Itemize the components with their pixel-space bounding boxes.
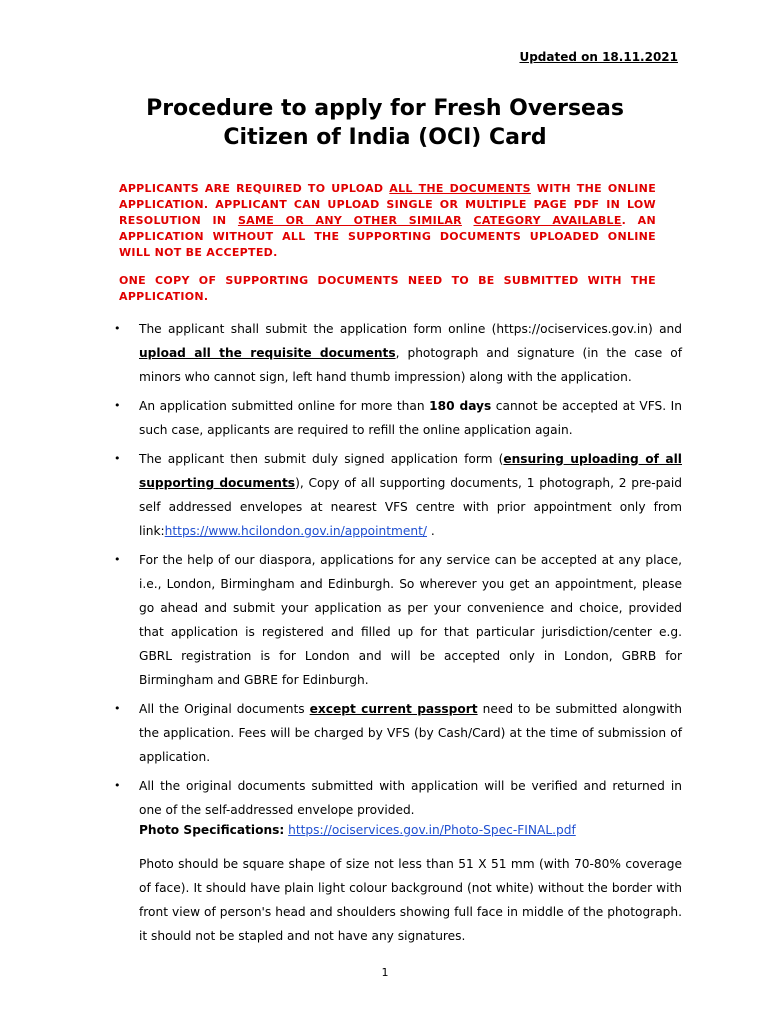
page-number: 1	[381, 966, 389, 979]
item-emphasis: ensuring uploading of all supporting documents	[139, 452, 682, 490]
notice-underline: CATEGORY AVAILABLE	[473, 214, 622, 227]
bullet-icon: •	[114, 702, 121, 715]
list-item	[108, 394, 682, 442]
item-emphasis: 180 days	[429, 399, 492, 413]
bullet-icon: •	[114, 322, 121, 335]
item-text: For the help of our diaspora, applications for any service can be accepted at any place, i.e., London, Birmingham and Edinburgh. So wherever you get an appointment, please go ahead and submit your application as per your convenience and choice, provided that application is registered and filled up for that particular jurisdiction/center e.g. GBRL registration is for London and will be accepted only in London, GBRB for Birmingham and GBRE for Edinburgh.	[139, 553, 682, 687]
bullet-icon: •	[114, 452, 121, 465]
item-text: , photograph and signature (in the case of minors who cannot sign, left hand thumb impression) along with the application.	[139, 346, 682, 384]
list-item	[108, 774, 682, 822]
title-line-2: Citizen of India (OCI) Card	[223, 125, 547, 150]
title-line-1: Procedure to apply for Fresh Overseas	[146, 96, 624, 121]
bullet-icon: •	[114, 553, 121, 566]
photo-spec-text: Photo should be square shape of size not less than 51 X 51 mm (with 70-80% coverage of face). It should have plain light colour background (not white) without the border with front view of person's head and shoulders showing full face in middle of the photograph. it should not be stapled and not have any signatures.	[139, 857, 682, 943]
item-text: .	[427, 524, 435, 538]
item-text: All the original documents submitted with application will be verified and returned in one of the self-addressed envelope provided.	[139, 779, 682, 817]
notice-underline: SAME OR ANY OTHER SIMILAR	[237, 214, 462, 227]
procedure-list	[108, 317, 682, 827]
photo-spec-label: Photo Specifications:	[139, 823, 285, 837]
item-text: ), Copy of all supporting documents, 1 photograph, 2 pre-paid self addressed envelopes at nearest VFS centre with prior appointment only from link:	[139, 476, 682, 538]
copy-notice: ONE COPY OF SUPPORTING DOCUMENTS NEED TO BE SUBMITTED WITH THE APPLICATION.	[119, 274, 656, 303]
appointment-link[interactable]: https://www.hcilondon.gov.in/appointment/	[164, 524, 427, 538]
bullet-icon: •	[114, 779, 121, 792]
upload-notice	[119, 181, 656, 261]
notice-text: WITH THE ONLINE APPLICATION. APPLICANT CAN UPLOAD SINGLE OR MULTIPLE PAGE PDF IN LOW RESOLUTION IN	[119, 182, 657, 227]
photo-spec-link[interactable]: https://ociservices.gov.in/Photo-Spec-FINAL.pdf	[288, 823, 576, 837]
notice-text: . AN APPLICATION WITHOUT ALL THE SUPPORTING DOCUMENTS UPLOADED ONLINE WILL NOT BE ACCEPTED.	[119, 214, 656, 259]
item-text: All the Original documents	[139, 702, 310, 716]
list-item	[108, 317, 682, 389]
item-text: The applicant shall submit the application form online (https://ociservices.gov.in) and	[139, 322, 682, 336]
item-text: cannot be accepted at VFS. In such case, applicants are required to refill the online application again.	[139, 399, 682, 437]
list-item	[108, 697, 682, 769]
photo-spec-heading	[139, 818, 684, 842]
item-text: An application submitted online for more than	[139, 399, 430, 413]
list-item	[108, 548, 682, 692]
list-item	[108, 447, 682, 543]
item-text: need to be submitted alongwith the application. Fees will be charged by VFS (by Cash/Card) at the time of submission of application.	[139, 702, 682, 764]
notice-text	[462, 214, 474, 227]
page-title	[0, 94, 770, 152]
notice-underline: ALL THE DOCUMENTS	[389, 182, 531, 195]
notice-text: APPLICANTS ARE REQUIRED TO UPLOAD	[119, 182, 390, 195]
bullet-icon: •	[114, 399, 121, 412]
item-text: The applicant then submit duly signed application form (	[139, 452, 504, 466]
item-emphasis: upload all the requisite documents	[139, 346, 396, 360]
item-emphasis: except current passport	[309, 702, 478, 716]
updated-date: Updated on 18.11.2021	[519, 50, 678, 64]
